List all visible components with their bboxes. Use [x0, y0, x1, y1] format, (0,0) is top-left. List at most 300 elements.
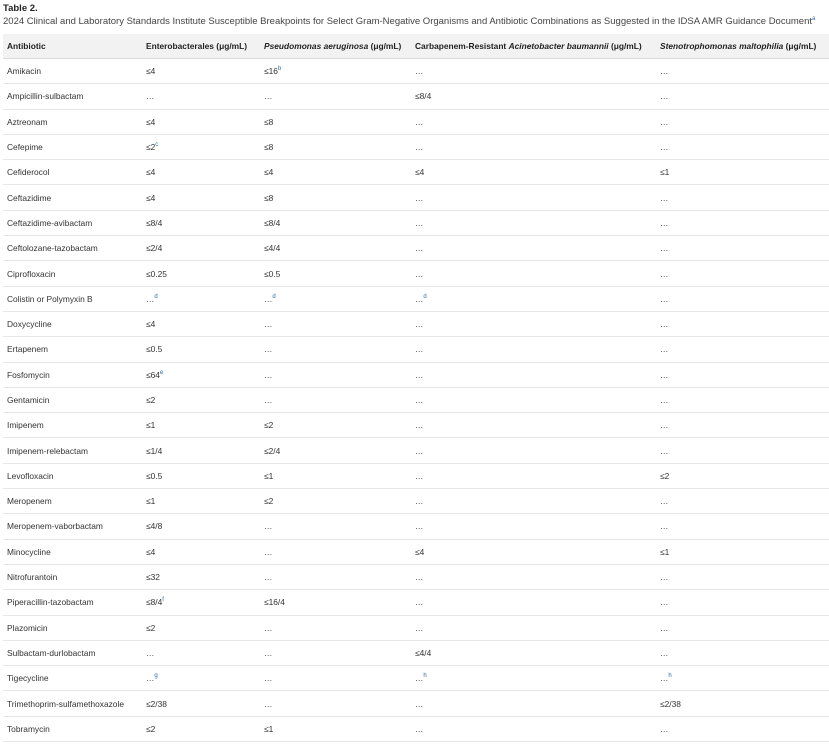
antibiotic-name	[3, 691, 142, 716]
table-row	[3, 590, 829, 615]
cell-text: ≤4	[146, 66, 156, 77]
cell-text: …	[660, 369, 669, 380]
header-text: Carbapenem-Resistant	[415, 41, 509, 51]
enterobacterales-value	[142, 210, 260, 235]
acinetobacter-value	[411, 387, 656, 412]
pseudomonas-value	[260, 134, 411, 159]
footnote-marker[interactable]: e	[159, 369, 164, 376]
acinetobacter-value	[411, 210, 656, 235]
enterobacterales-value	[142, 337, 260, 362]
cell-text: Ceftazidime-avibactam	[7, 217, 93, 228]
cell-text: ≤8	[264, 192, 274, 203]
antibiotic-name	[3, 640, 142, 665]
cell-text: ≤8/4	[264, 217, 281, 228]
cell-text: …	[264, 293, 273, 304]
cell-text: Plazomicin	[7, 622, 48, 633]
cell-text: Colistin or Polymyxin B	[7, 293, 93, 304]
pseudomonas-value	[260, 185, 411, 210]
cell-text: ≤2/38	[660, 698, 681, 709]
cell-text: ≤4	[264, 167, 274, 178]
antibiotic-name	[3, 564, 142, 589]
header-organism-name: Pseudomonas aeruginosa	[264, 41, 369, 51]
cell-text: ≤2	[146, 723, 156, 734]
cell-text: ≤8	[264, 116, 274, 127]
acinetobacter-value	[411, 640, 656, 665]
cell-text: …	[415, 293, 424, 304]
stenotrophomonas-value	[656, 362, 829, 387]
table-row	[3, 185, 829, 210]
cell-text: …	[660, 572, 669, 583]
enterobacterales-value	[142, 84, 260, 109]
cell-text: ≤0.5	[146, 344, 163, 355]
table-row	[3, 59, 829, 84]
pseudomonas-value	[260, 236, 411, 261]
cell-text: ≤0.25	[146, 268, 167, 279]
antibiotic-name	[3, 185, 142, 210]
cell-text: ≤1	[264, 723, 274, 734]
antibiotic-name	[3, 160, 142, 185]
acinetobacter-value	[411, 615, 656, 640]
table-row	[3, 716, 829, 741]
acinetobacter-value	[411, 109, 656, 134]
cell-text: Imipenem-relebactam	[7, 445, 88, 456]
stenotrophomonas-value	[656, 109, 829, 134]
footnote-marker[interactable]: f	[162, 597, 164, 604]
cell-text: …	[415, 673, 424, 684]
antibiotic-name	[3, 489, 142, 514]
stenotrophomonas-value	[656, 539, 829, 564]
cell-text: ≤16	[264, 66, 278, 77]
cell-text: Ampicillin-sulbactam	[7, 91, 84, 102]
enterobacterales-value	[142, 109, 260, 134]
cell-text: ≤8/4	[415, 91, 432, 102]
stenotrophomonas-value	[656, 59, 829, 84]
cell-text: Piperacillin-tazobactam	[7, 597, 94, 608]
header-enterobacterales	[142, 34, 260, 59]
table-row	[3, 615, 829, 640]
pseudomonas-value	[260, 109, 411, 134]
antibiotic-name	[3, 438, 142, 463]
stenotrophomonas-value	[656, 185, 829, 210]
enterobacterales-value	[142, 59, 260, 84]
antibiotic-name	[3, 615, 142, 640]
antibiotic-name	[3, 362, 142, 387]
cell-text: …	[415, 572, 424, 583]
cell-text: ≤8/4	[146, 217, 163, 228]
header-unit: (μg/mL)	[608, 41, 642, 51]
cell-text: ≤4/4	[264, 243, 281, 254]
pseudomonas-value	[260, 362, 411, 387]
stenotrophomonas-value	[656, 286, 829, 311]
acinetobacter-value	[411, 539, 656, 564]
cell-text: Ciprofloxacin	[7, 268, 56, 279]
table-body	[3, 59, 829, 742]
cell-text: Doxycycline	[7, 319, 52, 330]
antibiotic-name	[3, 59, 142, 84]
header-text: Enterobacterales (μg/mL)	[146, 41, 247, 51]
cell-text: Ceftolozane-tazobactam	[7, 243, 98, 254]
cell-text: Gentamicin	[7, 395, 50, 405]
cell-text: Ertapenem	[7, 344, 48, 355]
cell-text: …	[415, 445, 424, 456]
stenotrophomonas-value	[656, 640, 829, 665]
pseudomonas-value	[260, 514, 411, 539]
stenotrophomonas-value	[656, 564, 829, 589]
antibiotic-name	[3, 337, 142, 362]
header-unit: (μg/mL)	[783, 41, 817, 51]
footnote-marker[interactable]: d	[272, 294, 276, 301]
cell-text: Aztreonam	[7, 116, 48, 127]
cell-text: ≤2/4	[146, 243, 163, 254]
table-row	[3, 84, 829, 109]
cell-text: ≤1	[264, 470, 274, 481]
acinetobacter-value	[411, 311, 656, 336]
antibiotic-name	[3, 590, 142, 615]
cell-text: …	[660, 192, 669, 203]
header-unit: (μg/mL)	[368, 41, 402, 51]
table-row	[3, 640, 829, 665]
cell-text: ≤4	[415, 546, 425, 557]
pseudomonas-value	[260, 387, 411, 412]
cell-text: …	[146, 647, 155, 658]
cell-text: Nitrofurantoin	[7, 572, 58, 583]
antibiotic-name	[3, 311, 142, 336]
acinetobacter-value	[411, 716, 656, 741]
cell-text: …	[660, 319, 669, 330]
pseudomonas-value	[260, 564, 411, 589]
table-row	[3, 514, 829, 539]
acinetobacter-value	[411, 185, 656, 210]
enterobacterales-value	[142, 286, 260, 311]
stenotrophomonas-value	[656, 514, 829, 539]
enterobacterales-value	[142, 185, 260, 210]
cell-text: …	[660, 116, 669, 127]
header-antibiotic	[3, 34, 142, 59]
antibiotic-name	[3, 236, 142, 261]
stenotrophomonas-value	[656, 160, 829, 185]
cell-text: …	[415, 243, 424, 254]
enterobacterales-value	[142, 716, 260, 741]
cell-text: …	[415, 268, 424, 279]
antibiotic-name	[3, 463, 142, 488]
cell-text: …	[264, 319, 273, 330]
cell-text: …	[660, 420, 669, 431]
cell-text: …	[660, 395, 669, 405]
antibiotic-name	[3, 109, 142, 134]
table-row	[3, 438, 829, 463]
cell-text: …	[415, 369, 424, 380]
table-row	[3, 387, 829, 412]
acinetobacter-value	[411, 134, 656, 159]
acinetobacter-value	[411, 84, 656, 109]
cell-text: …	[264, 395, 273, 405]
cell-text: …	[660, 496, 669, 507]
table-row	[3, 539, 829, 564]
table-row	[3, 160, 829, 185]
table-row	[3, 362, 829, 387]
acinetobacter-value	[411, 286, 656, 311]
header-acinetobacter	[411, 34, 656, 59]
cell-text: …	[264, 673, 273, 684]
pseudomonas-value	[260, 413, 411, 438]
enterobacterales-value	[142, 134, 260, 159]
table-row	[3, 666, 829, 691]
footnote-marker[interactable]: d	[423, 294, 427, 301]
header-organism-name: Acinetobacter baumannii	[508, 41, 609, 51]
antibiotic-name	[3, 286, 142, 311]
enterobacterales-value	[142, 615, 260, 640]
table-row	[3, 564, 829, 589]
acinetobacter-value	[411, 666, 656, 691]
enterobacterales-value	[142, 564, 260, 589]
cell-text: ≤4	[415, 167, 425, 178]
footnote-marker[interactable]: h	[423, 673, 427, 680]
pseudomonas-value	[260, 160, 411, 185]
cell-text: Levofloxacin	[7, 470, 54, 481]
pseudomonas-value	[260, 84, 411, 109]
cell-text: …	[264, 546, 273, 557]
enterobacterales-value	[142, 489, 260, 514]
table-row	[3, 261, 829, 286]
cell-text: …	[660, 142, 669, 153]
pseudomonas-value	[260, 210, 411, 235]
pseudomonas-value	[260, 489, 411, 514]
cell-text: …	[264, 622, 273, 633]
header-row	[3, 34, 829, 59]
enterobacterales-value	[142, 590, 260, 615]
cell-text: Sulbactam-durlobactam	[7, 647, 96, 658]
cell-text: …	[660, 597, 669, 608]
cell-text: …	[146, 293, 155, 304]
cell-text: …	[264, 698, 273, 709]
cell-text: …	[415, 496, 424, 507]
cell-text: …	[415, 420, 424, 431]
cell-text: ≤2	[146, 395, 156, 405]
pseudomonas-value	[260, 590, 411, 615]
footnote-marker[interactable]: c	[155, 142, 159, 149]
pseudomonas-value	[260, 640, 411, 665]
pseudomonas-value	[260, 691, 411, 716]
stenotrophomonas-value	[656, 236, 829, 261]
cell-text: …	[146, 91, 155, 102]
antibiotic-name	[3, 387, 142, 412]
footnote-marker[interactable]: h	[668, 673, 672, 680]
cell-text: …	[415, 698, 424, 709]
table-title: Table 2.	[3, 3, 38, 14]
cell-text: ≤16/4	[264, 597, 285, 608]
enterobacterales-value	[142, 666, 260, 691]
antibiotic-name	[3, 666, 142, 691]
cell-text: …	[415, 116, 424, 127]
pseudomonas-value	[260, 337, 411, 362]
cell-text: …	[660, 622, 669, 633]
cell-text: ≤2	[264, 420, 274, 431]
cell-text: Meropenem	[7, 496, 52, 507]
table-row	[3, 463, 829, 488]
cell-text: Fosfomycin	[7, 369, 50, 380]
enterobacterales-value	[142, 539, 260, 564]
enterobacterales-value	[142, 438, 260, 463]
table-row	[3, 691, 829, 716]
table-caption	[3, 15, 827, 28]
header-pseudomonas	[260, 34, 411, 59]
cell-text: Ceftazidime	[7, 192, 52, 203]
header-text: Antibiotic	[7, 41, 46, 51]
cell-text: Cefiderocol	[7, 167, 50, 178]
cell-text: …	[660, 723, 669, 734]
stenotrophomonas-value	[656, 666, 829, 691]
table-row	[3, 413, 829, 438]
cell-text: ≤0.5	[264, 268, 281, 279]
cell-text: …	[660, 293, 669, 304]
pseudomonas-value	[260, 438, 411, 463]
pseudomonas-value	[260, 286, 411, 311]
stenotrophomonas-value	[656, 84, 829, 109]
cell-text: …	[415, 723, 424, 734]
cell-text: …	[660, 673, 669, 684]
cell-text: ≤1	[146, 420, 156, 431]
footnote-marker[interactable]: b	[277, 66, 282, 73]
cell-text: …	[415, 217, 424, 228]
cell-text: …	[660, 344, 669, 355]
cell-text: …	[415, 142, 424, 153]
stenotrophomonas-value	[656, 387, 829, 412]
stenotrophomonas-value	[656, 590, 829, 615]
cell-text: …	[264, 572, 273, 583]
cell-text: ≤0.5	[146, 470, 163, 481]
antibiotic-name	[3, 716, 142, 741]
antibiotic-name	[3, 134, 142, 159]
antibiotic-name	[3, 514, 142, 539]
antibiotic-name	[3, 261, 142, 286]
table-row	[3, 489, 829, 514]
pseudomonas-value	[260, 59, 411, 84]
cell-text: ≤1	[146, 496, 156, 507]
acinetobacter-value	[411, 413, 656, 438]
header-organism-name: Stenotrophomonas maltophilia	[660, 41, 784, 51]
cell-text: …	[415, 395, 424, 405]
enterobacterales-value	[142, 691, 260, 716]
cell-text: …	[660, 217, 669, 228]
acinetobacter-value	[411, 362, 656, 387]
footnote-marker[interactable]: g	[154, 673, 158, 680]
acinetobacter-value	[411, 564, 656, 589]
cell-text: ≤1	[660, 167, 670, 178]
cell-text: …	[264, 369, 273, 380]
acinetobacter-value	[411, 438, 656, 463]
footnote-marker[interactable]: d	[154, 294, 158, 301]
table-row	[3, 286, 829, 311]
cell-text: Amikacin	[7, 66, 41, 77]
acinetobacter-value	[411, 514, 656, 539]
enterobacterales-value	[142, 463, 260, 488]
table-row	[3, 210, 829, 235]
cell-text: ≤4	[146, 546, 156, 557]
acinetobacter-value	[411, 236, 656, 261]
pseudomonas-value	[260, 463, 411, 488]
table-row	[3, 337, 829, 362]
antibiotic-name	[3, 539, 142, 564]
cell-text: ≤8/4	[146, 597, 163, 608]
cell-text: …	[660, 66, 669, 77]
cell-text: ≤2	[264, 496, 274, 507]
enterobacterales-value	[142, 160, 260, 185]
cell-text: ≤4/8	[146, 521, 163, 532]
cell-text: ≤2/4	[264, 445, 281, 456]
cell-text: …	[264, 647, 273, 658]
cell-text: Cefepime	[7, 142, 43, 153]
enterobacterales-value	[142, 387, 260, 412]
cell-text: ≤4	[146, 319, 156, 330]
stenotrophomonas-value	[656, 311, 829, 336]
acinetobacter-value	[411, 337, 656, 362]
cell-text: …	[264, 91, 273, 102]
cell-text: ≤8	[264, 142, 274, 153]
antibiotic-name	[3, 413, 142, 438]
table-row	[3, 134, 829, 159]
cell-text: Tigecycline	[7, 673, 49, 684]
pseudomonas-value	[260, 311, 411, 336]
pseudomonas-value	[260, 261, 411, 286]
cell-text: …	[415, 319, 424, 330]
cell-text: …	[660, 268, 669, 279]
cell-text: ≤4	[146, 167, 156, 178]
cell-text: …	[264, 521, 273, 532]
pseudomonas-value	[260, 539, 411, 564]
cell-text: Minocycline	[7, 546, 51, 557]
enterobacterales-value	[142, 236, 260, 261]
cell-text: Trimethoprim-sulfamethoxazole	[7, 698, 124, 709]
caption-footnote-marker[interactable]: a	[812, 15, 816, 22]
acinetobacter-value	[411, 59, 656, 84]
enterobacterales-value	[142, 640, 260, 665]
cell-text: …	[415, 597, 424, 608]
stenotrophomonas-value	[656, 489, 829, 514]
pseudomonas-value	[260, 666, 411, 691]
acinetobacter-value	[411, 489, 656, 514]
cell-text: …	[415, 192, 424, 203]
stenotrophomonas-value	[656, 210, 829, 235]
enterobacterales-value	[142, 514, 260, 539]
enterobacterales-value	[142, 413, 260, 438]
cell-text: ≤32	[146, 572, 160, 583]
cell-text: …	[660, 647, 669, 658]
cell-text: Tobramycin	[7, 723, 50, 734]
cell-text: ≤2	[660, 470, 670, 481]
cell-text: …	[415, 521, 424, 532]
stenotrophomonas-value	[656, 438, 829, 463]
cell-text: ≤64	[146, 369, 160, 380]
acinetobacter-value	[411, 691, 656, 716]
stenotrophomonas-value	[656, 716, 829, 741]
acinetobacter-value	[411, 590, 656, 615]
pseudomonas-value	[260, 716, 411, 741]
cell-text: ≤2	[146, 142, 156, 153]
header-stenotrophomonas	[656, 34, 829, 59]
table-row	[3, 109, 829, 134]
cell-text: ≤2/38	[146, 698, 167, 709]
table-row	[3, 311, 829, 336]
acinetobacter-value	[411, 463, 656, 488]
cell-text: Imipenem	[7, 420, 44, 431]
cell-text: …	[660, 243, 669, 254]
cell-text: …	[264, 344, 273, 355]
stenotrophomonas-value	[656, 337, 829, 362]
cell-text: ≤1/4	[146, 445, 163, 456]
antibiotic-name	[3, 210, 142, 235]
cell-text: …	[415, 66, 424, 77]
breakpoints-table	[3, 34, 829, 742]
